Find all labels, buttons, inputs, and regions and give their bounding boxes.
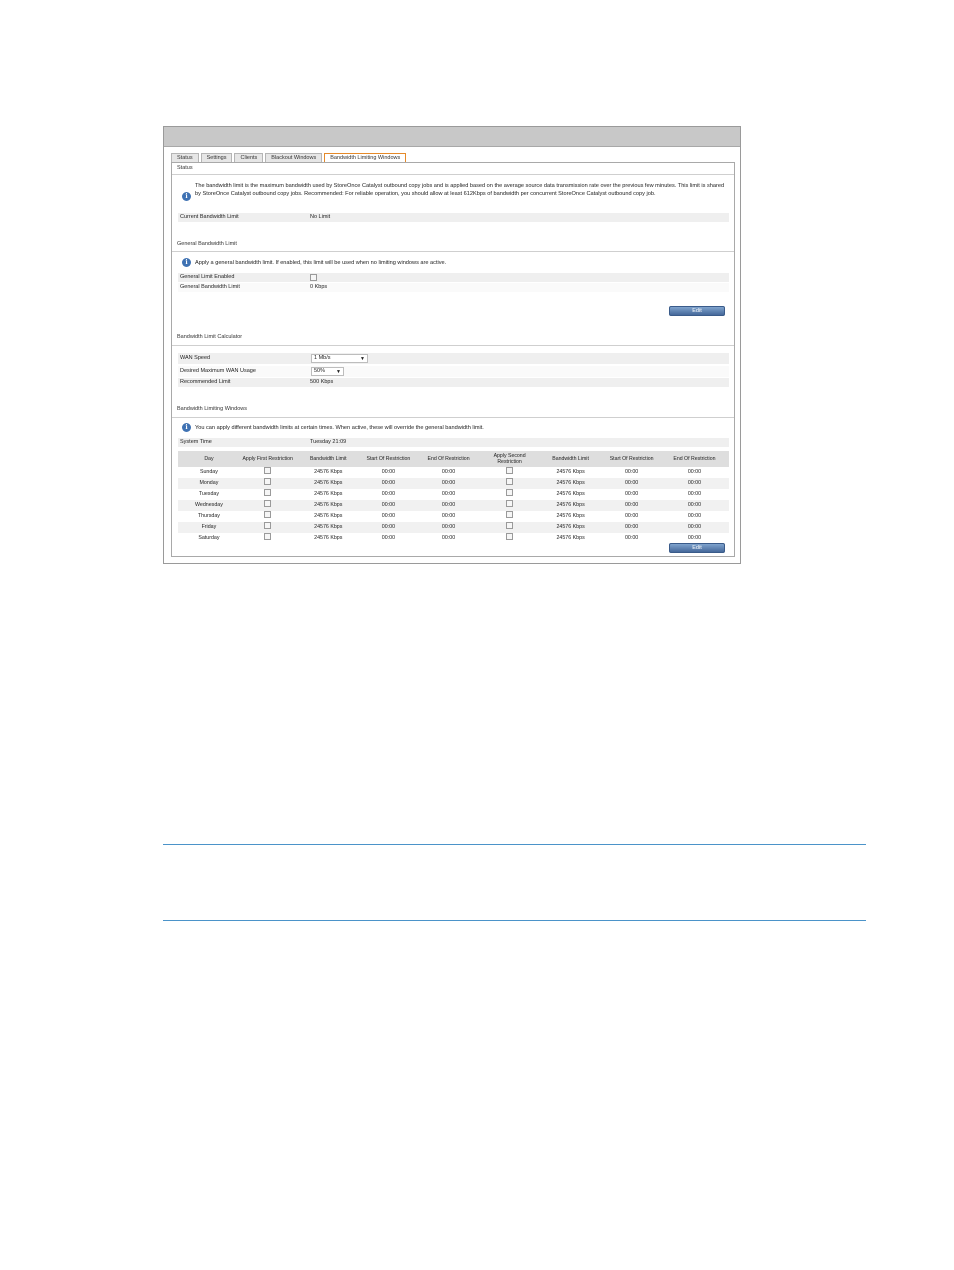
tab-status[interactable]: Status: [171, 153, 199, 162]
window-titlebar: [164, 127, 740, 147]
status-info-text: The bandwidth limit is the maximum bandwidth used by StoreOnce Catalyst outbound copy jobs and is applied based on the average source data transmission rate over the previous few minutes. This limit is shared by StoreOnce Catalyst outbound copy jobs. Recommended: For reliable operation, you should allow at least 612Kbps of bandwidth per concurrent StoreOnce Catalyst outbound copy job.: [195, 183, 725, 197]
content-panel: [171, 162, 735, 557]
start-1-cell: 00:00: [361, 500, 416, 511]
end-1-cell: 00:00: [441, 513, 456, 519]
wan-usage-row: [178, 366, 729, 377]
chevron-down-icon: ▼: [336, 369, 341, 375]
current-bandwidth-label: Current Bandwidth Limit: [180, 214, 239, 220]
bandwidth-1-cell: 24576 Kbps: [296, 500, 361, 511]
apply-second-cell: [481, 533, 538, 544]
end-2-cell: 00:00: [687, 491, 702, 497]
apply-second-cell: [481, 500, 538, 511]
wan-usage-label: Desired Maximum WAN Usage: [180, 368, 256, 374]
col-start-2: Start Of Restriction: [603, 451, 660, 467]
info-icon: i: [182, 258, 191, 267]
apply-first-cell: [240, 500, 296, 511]
bandwidth-1-cell: 24576 Kbps: [314, 535, 343, 541]
end-2-cell: 00:00: [660, 522, 729, 533]
end-1-cell: 00:00: [416, 478, 481, 489]
bandwidth-1-cell: 24576 Kbps: [296, 522, 361, 533]
apply-second-cell: [481, 489, 538, 500]
table-row: [178, 478, 729, 489]
divider: [172, 174, 734, 175]
calculator-section-title: Bandwidth Limit Calculator: [177, 334, 243, 340]
general-limit-enabled-label: General Limit Enabled: [180, 274, 235, 280]
apply-second-checkbox[interactable]: [506, 467, 513, 474]
tab-blackout-windows[interactable]: Blackout Windows: [265, 153, 322, 162]
tab-bandwidth-limiting-windows[interactable]: Bandwidth Limiting Windows: [324, 153, 406, 162]
system-time-label: System Time: [180, 439, 212, 445]
general-info-text: Apply a general bandwidth limit. If enabled, this limit will be used when no limiting windows are active.: [195, 260, 447, 266]
tab-settings[interactable]: Settings: [201, 153, 233, 162]
bandwidth-2-cell: 24576 Kbps: [556, 513, 585, 519]
wan-speed-value: 1 Mb/s: [314, 355, 331, 361]
end-1-cell: 00:00: [416, 500, 481, 511]
start-2-cell: 00:00: [603, 500, 660, 511]
start-1-cell: 00:00: [381, 469, 396, 475]
start-2-cell: 00:00: [603, 522, 660, 533]
system-time-value: Tuesday 21:09: [310, 439, 347, 445]
info-icon: i: [182, 192, 191, 201]
apply-second-cell: [481, 511, 538, 522]
end-2-cell: 00:00: [660, 478, 729, 489]
wan-speed-row: [178, 353, 729, 364]
current-bandwidth-value: No Limit: [310, 214, 331, 220]
col-bandwidth-1: Bandwidth Limit: [296, 451, 361, 467]
col-bandwidth-2: Bandwidth Limit: [538, 451, 603, 467]
end-2-cell: 00:00: [687, 513, 702, 519]
col-apply-first: Apply First Restriction: [240, 451, 296, 467]
table-row: [178, 533, 729, 544]
apply-second-cell: [481, 522, 538, 533]
recommended-limit-row: [178, 378, 729, 387]
apply-second-checkbox[interactable]: [506, 522, 513, 529]
start-2-cell: 00:00: [624, 513, 639, 519]
apply-second-cell: [481, 467, 538, 478]
tab-clients[interactable]: Clients: [234, 153, 263, 162]
day-cell: Sunday: [199, 469, 218, 475]
wan-usage-select[interactable]: [311, 367, 344, 376]
divider: [172, 417, 734, 418]
start-2-cell: 00:00: [603, 478, 660, 489]
general-section-title: General Bandwidth Limit: [177, 241, 237, 247]
apply-first-cell: [240, 522, 296, 533]
apply-first-checkbox[interactable]: [264, 467, 271, 474]
bandwidth-2-cell: 24576 Kbps: [538, 522, 603, 533]
system-time-row: [178, 438, 729, 447]
apply-second-cell: [481, 478, 538, 489]
windows-info-text: You can apply different bandwidth limits at certain times. When active, these will override the general bandwidth limit.: [195, 425, 484, 431]
bandwidth-1-cell: 24576 Kbps: [314, 491, 343, 497]
general-limit-enabled-row: [178, 273, 729, 282]
general-edit-button[interactable]: Edit: [669, 306, 725, 316]
bandwidth-1-cell: 24576 Kbps: [296, 478, 361, 489]
start-1-cell: 00:00: [381, 535, 396, 541]
apply-first-checkbox[interactable]: [264, 511, 271, 518]
note-rule-top: [163, 844, 866, 845]
day-cell: Friday: [178, 522, 240, 533]
table-row: [178, 489, 729, 500]
end-1-cell: 00:00: [441, 491, 456, 497]
end-2-cell: 00:00: [660, 500, 729, 511]
day-cell: Wednesday: [178, 500, 240, 511]
recommended-limit-label: Recommended Limit: [180, 379, 231, 385]
limiting-windows-table: [178, 451, 729, 544]
start-2-cell: 00:00: [624, 491, 639, 497]
general-bandwidth-limit-row: [178, 283, 729, 292]
divider: [172, 251, 734, 252]
apply-first-cell: [240, 489, 296, 500]
bandwidth-2-cell: 24576 Kbps: [556, 469, 585, 475]
general-bandwidth-limit-value: 0 Kbps: [310, 284, 328, 290]
col-end-2: End Of Restriction: [660, 451, 729, 467]
info-icon: i: [182, 423, 191, 432]
apply-second-checkbox[interactable]: [506, 478, 513, 485]
apply-first-cell: [240, 478, 296, 489]
windows-edit-button[interactable]: Edit: [669, 543, 725, 553]
status-section-title: Status: [177, 165, 193, 171]
apply-first-checkbox[interactable]: [264, 489, 271, 496]
apply-first-checkbox[interactable]: [264, 533, 271, 540]
apply-first-cell: [240, 533, 296, 544]
end-1-cell: 00:00: [441, 535, 456, 541]
apply-first-cell: [240, 467, 296, 478]
start-2-cell: 00:00: [624, 469, 639, 475]
bandwidth-1-cell: 24576 Kbps: [314, 469, 343, 475]
start-1-cell: 00:00: [361, 478, 416, 489]
recommended-limit-value: 500 Kbps: [310, 379, 334, 385]
apply-second-checkbox[interactable]: [506, 511, 513, 518]
apply-first-checkbox[interactable]: [264, 500, 271, 507]
general-bandwidth-limit-label: General Bandwidth Limit: [180, 284, 240, 290]
day-cell: Saturday: [198, 535, 220, 541]
day-cell: Monday: [178, 478, 240, 489]
table-row: [178, 500, 729, 511]
tab-bar: [171, 153, 408, 162]
apply-first-checkbox[interactable]: [264, 522, 271, 529]
day-cell: Thursday: [197, 513, 220, 519]
table-row: [178, 511, 729, 522]
divider: [172, 345, 734, 346]
screenshot-window: [163, 126, 741, 564]
end-2-cell: 00:00: [687, 469, 702, 475]
wan-speed-label: WAN Speed: [180, 355, 211, 361]
note-rule-bottom: [163, 920, 866, 921]
apply-second-checkbox[interactable]: [506, 500, 513, 507]
col-day: Day: [178, 451, 240, 467]
start-2-cell: 00:00: [624, 535, 639, 541]
bandwidth-2-cell: 24576 Kbps: [538, 478, 603, 489]
col-start-1: Start Of Restriction: [361, 451, 416, 467]
chevron-down-icon: ▼: [360, 356, 365, 362]
start-1-cell: 00:00: [381, 491, 396, 497]
bandwidth-1-cell: 24576 Kbps: [314, 513, 343, 519]
col-apply-second: Apply Second Restriction: [481, 451, 538, 467]
general-limit-enabled-checkbox[interactable]: [310, 274, 317, 281]
apply-second-checkbox[interactable]: [506, 489, 513, 496]
day-cell: Tuesday: [198, 491, 219, 497]
end-2-cell: 00:00: [687, 535, 702, 541]
apply-first-checkbox[interactable]: [264, 478, 271, 485]
start-1-cell: 00:00: [361, 522, 416, 533]
current-bandwidth-row: [178, 213, 729, 222]
start-1-cell: 00:00: [381, 513, 396, 519]
end-1-cell: 00:00: [441, 469, 456, 475]
end-1-cell: 00:00: [416, 522, 481, 533]
table-row: [178, 467, 729, 478]
bandwidth-2-cell: 24576 Kbps: [538, 500, 603, 511]
table-row: [178, 522, 729, 533]
apply-first-cell: [240, 511, 296, 522]
bandwidth-2-cell: 24576 Kbps: [556, 535, 585, 541]
table-header-row: [178, 451, 729, 467]
col-end-1: End Of Restriction: [416, 451, 481, 467]
wan-usage-value: 50%: [314, 368, 326, 374]
apply-second-checkbox[interactable]: [506, 533, 513, 540]
wan-speed-select[interactable]: [311, 354, 368, 363]
bandwidth-2-cell: 24576 Kbps: [556, 491, 585, 497]
windows-section-title: Bandwidth Limiting Windows: [177, 406, 248, 412]
